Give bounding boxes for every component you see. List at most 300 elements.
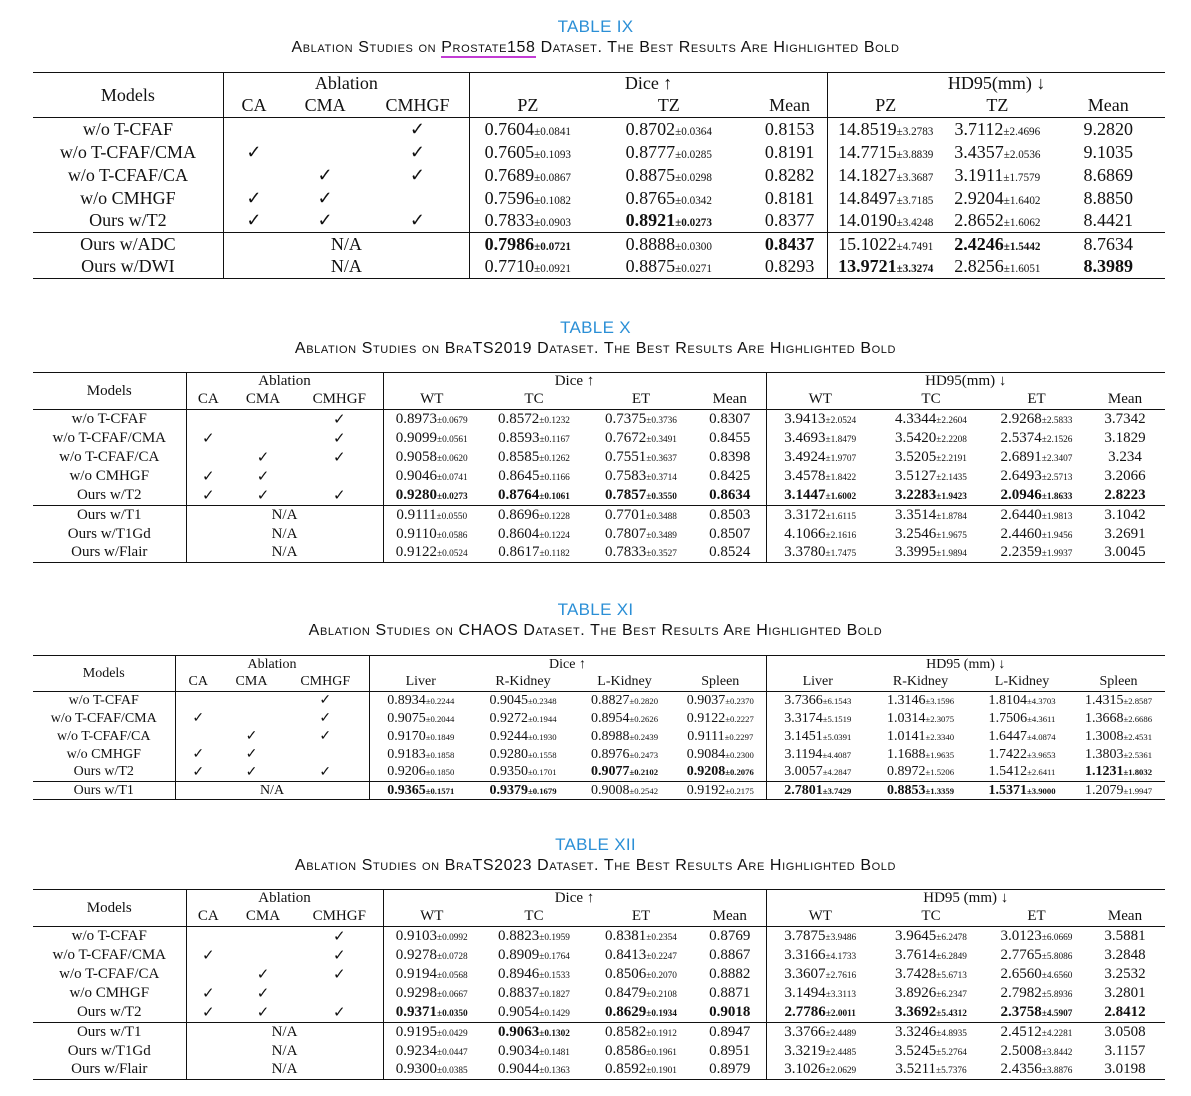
metric-value: 0.9371: [395, 1004, 438, 1020]
models-header: Models: [33, 656, 175, 692]
metric-value: 0.9234: [395, 1042, 438, 1059]
hd95-col-spleen: Spleen: [1072, 674, 1165, 692]
dice-value: [383, 410, 480, 430]
hd95-value: [828, 210, 943, 233]
metric-value: 2.8652: [954, 210, 1004, 231]
model-name: Ours w/T1Gd: [33, 525, 186, 544]
metric-std: ±4.6560: [1041, 971, 1073, 981]
hd95-value: [988, 429, 1085, 448]
metric-value: 2.6891: [1000, 449, 1042, 465]
dice-value: [574, 746, 675, 764]
metric-std: ±0.1858: [425, 749, 455, 760]
metric-std: ±2.2191: [936, 454, 967, 464]
metric-std: ±2.1616: [825, 530, 857, 541]
metric-std: ±0.1849: [425, 731, 455, 742]
cma-check: [221, 692, 282, 710]
metric-value: 2.3758: [1000, 1004, 1042, 1020]
hd95-header: HD95(mm) ↓: [766, 373, 1165, 391]
metric-std: ±0.1533: [539, 971, 570, 981]
metric-value: 3.0508: [1104, 1023, 1146, 1040]
metric-std: ±3.1596: [925, 695, 955, 706]
dice-value: [383, 1042, 480, 1061]
hd95-value: [1085, 1023, 1165, 1042]
hd95-value: [943, 256, 1051, 279]
metric-value: 3.1494: [784, 985, 826, 1001]
hd95-value: [988, 1023, 1085, 1042]
hd95-value: [988, 1061, 1085, 1080]
metric-std: ±0.1061: [539, 492, 570, 502]
dice-col-tc: TC: [480, 391, 588, 410]
dice-value: [383, 927, 480, 947]
dice-value: [383, 448, 480, 467]
dice-value: [586, 118, 752, 141]
dice-value: [752, 141, 828, 164]
dice-value: [480, 410, 588, 430]
table-title: TABLE X: [560, 318, 631, 337]
metric-value: 1.3803: [1084, 746, 1124, 762]
metric-std: ±1.9813: [1041, 511, 1073, 522]
dice-value: [694, 506, 766, 525]
hd95-value: [1052, 210, 1165, 233]
dice-value: [586, 233, 752, 256]
table-row: [33, 710, 1165, 728]
hd95-value: [828, 141, 943, 164]
ca-check: ✓: [186, 486, 230, 506]
dice-col-spleen: Spleen: [675, 674, 766, 692]
metric-std: ±6.2478: [936, 933, 967, 943]
dice-value: [694, 1061, 766, 1080]
metric-std: ±0.0903: [534, 217, 571, 230]
metric-value: 0.9075: [387, 710, 426, 726]
metric-std: ±0.0364: [675, 125, 712, 138]
metric-std: ±0.0921: [534, 263, 571, 276]
dice-value: [469, 118, 585, 141]
metric-std: ±0.2227: [725, 713, 754, 724]
hd95-value: [869, 692, 972, 710]
metric-value: 0.8645: [498, 468, 540, 484]
hd95-value: [874, 525, 988, 544]
dice-value: [480, 525, 588, 544]
metric-value: 0.9063: [498, 1023, 540, 1040]
metric-value: 0.7551: [605, 449, 647, 465]
dice-value: [472, 692, 574, 710]
dice-value: [586, 141, 752, 164]
ablation-col-cma: CMA: [221, 674, 282, 692]
metric-value: 0.8696: [498, 506, 540, 523]
hd95-value: [943, 187, 1051, 210]
dice-header: Dice ↑: [469, 73, 827, 95]
metric-value: 2.5374: [1000, 430, 1042, 446]
dice-value: [472, 764, 574, 782]
metric-value: 0.7672: [605, 430, 647, 446]
dice-value: [694, 965, 766, 984]
metric-std: ±0.2354: [646, 933, 677, 943]
metric-value: 0.8882: [709, 966, 751, 982]
metric-std: ±2.8587: [1123, 695, 1153, 706]
metric-std: ±0.3736: [646, 416, 677, 426]
ca-check: ✓: [201, 469, 215, 485]
hd95-col-l-kidney: L-Kidney: [972, 674, 1072, 692]
dice-value: [588, 927, 694, 947]
metric-value: 0.8954: [590, 710, 630, 726]
metric-std: ±0.0298: [675, 171, 712, 184]
metric-std: ±0.2247: [646, 952, 677, 962]
metric-std: ±0.1262: [539, 454, 570, 464]
metric-std: ±0.0273: [675, 217, 712, 230]
metric-value: 0.9034: [498, 1042, 540, 1059]
metric-std: ±2.6686: [1123, 713, 1153, 724]
hd95-value: [1072, 710, 1165, 728]
metric-std: ±3.2783: [896, 125, 934, 138]
metric-std: ±1.5442: [1003, 240, 1041, 253]
metric-std: ±1.7579: [1003, 171, 1041, 184]
metric-std: ±0.0285: [675, 148, 712, 161]
hd95-value: [874, 1023, 988, 1042]
hd95-value: [766, 927, 874, 947]
model-name: w/o T-CFAF: [33, 118, 223, 141]
table-row: [33, 467, 1165, 486]
cmhgf-check: [282, 746, 369, 764]
metric-value: 14.7715: [838, 141, 897, 162]
metric-value: 0.9110: [396, 525, 437, 542]
dice-value: [752, 164, 828, 187]
dice-value: [383, 1003, 480, 1023]
metric-value: 0.8972: [886, 764, 926, 780]
hd95-value: [766, 544, 874, 563]
metric-value: 0.8769: [709, 928, 751, 944]
metric-value: 3.0045: [1104, 544, 1146, 561]
model-name: Ours w/ADC: [33, 233, 223, 256]
metric-value: 0.9280: [489, 746, 528, 762]
metric-value: 0.9044: [498, 1061, 540, 1078]
metric-value: 0.8837: [498, 985, 540, 1001]
metric-std: ±4.8935: [936, 1028, 967, 1039]
metric-std: ±0.2297: [724, 731, 754, 742]
table-caption: Ablation Studies on CHAOS Dataset. The Best Results Are Highlighted Bold: [308, 622, 883, 639]
ablation-col-cmhgf: CMHGF: [296, 391, 383, 410]
dice-value: [588, 544, 694, 563]
ca-check: [175, 692, 221, 710]
hd95-value: [766, 710, 869, 728]
dice-value: [383, 429, 480, 448]
table-title: TABLE XI: [557, 600, 634, 619]
hd95-value: [766, 746, 869, 764]
ca-check: ✓: [186, 1003, 230, 1023]
hd95-value: [874, 467, 988, 486]
metric-std: ±4.4087: [822, 749, 852, 760]
cmhgf-check: ✓: [296, 965, 383, 984]
metric-value: 0.8582: [605, 1023, 647, 1040]
ca-check: ✓: [223, 210, 284, 233]
table-row: [33, 410, 1165, 430]
metric-value: 0.8988: [590, 728, 630, 744]
model-name: Ours w/T2: [33, 210, 223, 233]
metric-value: 3.1451: [784, 728, 823, 744]
metric-value: 2.8412: [1104, 1004, 1146, 1020]
metric-std: ±0.3550: [646, 492, 677, 502]
metric-value: 0.8934: [387, 692, 426, 708]
dice-value: [469, 164, 585, 187]
metric-value: 2.7765: [1000, 947, 1042, 963]
dice-col-wt: WT: [383, 908, 480, 927]
metric-std: ±0.1934: [646, 1009, 677, 1019]
hd95-col-tc: TC: [874, 391, 988, 410]
metric-std: ±0.1944: [527, 713, 557, 724]
metric-value: 0.8875: [625, 256, 676, 277]
metric-std: ±0.1679: [527, 785, 557, 796]
metric-value: 3.0123: [1000, 928, 1042, 944]
metric-std: ±1.9937: [1041, 549, 1073, 560]
metric-std: ±2.2604: [936, 416, 967, 426]
metric-value: 0.7833: [484, 210, 535, 231]
cma-check: ✓: [256, 967, 270, 983]
metric-value: 2.4512: [1000, 1023, 1042, 1040]
ca-check: [223, 118, 284, 141]
metric-value: 3.1447: [784, 487, 826, 503]
metric-std: ±1.5206: [925, 767, 955, 778]
hd95-value: [1052, 164, 1165, 187]
metric-std: ±2.4485: [825, 1047, 857, 1058]
dice-value: [675, 710, 766, 728]
hd95-value: [874, 544, 988, 563]
metric-std: ±5.2764: [936, 1047, 967, 1058]
metric-value: 1.8104: [988, 692, 1027, 708]
metric-std: ±1.8784: [936, 511, 967, 522]
model-name: Ours w/T1: [33, 506, 186, 525]
hd95-value: [988, 486, 1085, 506]
metric-std: ±0.2348: [527, 695, 557, 706]
metric-value: 0.8293: [764, 256, 815, 277]
model-name: Ours w/DWI: [33, 256, 223, 279]
metric-value: 0.8381: [605, 928, 647, 944]
metric-value: 0.7604: [484, 118, 535, 139]
metric-std: ±0.3488: [646, 511, 677, 522]
metric-std: ±2.0536: [1003, 148, 1041, 161]
table-row: [33, 486, 1165, 506]
dice-value: [383, 467, 480, 486]
models-header: Models: [33, 73, 223, 118]
cma-check: ✓: [245, 729, 258, 744]
metric-std: ±0.0728: [437, 952, 468, 962]
dice-value: [694, 448, 766, 467]
hd95-value: [766, 1042, 874, 1061]
metric-value: 3.9413: [784, 411, 826, 427]
metric-std: ±0.1481: [539, 1047, 570, 1058]
hd95-col-r-kidney: R-Kidney: [869, 674, 972, 692]
cmhgf-check: ✓: [296, 448, 383, 467]
metric-value: 3.8926: [895, 985, 937, 1001]
metric-std: ±2.4489: [825, 1028, 857, 1039]
cmhgf-check: [296, 984, 383, 1003]
table-row: [33, 210, 1165, 233]
table-row: [33, 984, 1165, 1003]
metric-value: 1.4315: [1084, 692, 1124, 708]
dice-value: [469, 210, 585, 233]
table-x: [33, 372, 1165, 563]
dice-col-pz: PZ: [469, 95, 585, 118]
model-name: w/o T-CFAF/CMA: [33, 429, 186, 448]
hd95-value: [766, 946, 874, 965]
dice-value: [588, 1042, 694, 1061]
metric-value: 2.7801: [784, 782, 823, 798]
hd95-col-et: ET: [988, 391, 1085, 410]
hd95-value: [943, 210, 1051, 233]
dice-value: [383, 1023, 480, 1042]
metric-value: 4.1066: [784, 525, 826, 542]
metric-value: 0.9111: [687, 728, 725, 744]
dice-header: Dice ↑: [383, 373, 766, 391]
metric-value: 3.2691: [1104, 525, 1146, 542]
hd95-value: [766, 410, 874, 430]
table-row: [33, 1023, 1165, 1042]
metric-std: ±1.6002: [825, 492, 857, 502]
ablation-col-ca: CA: [186, 908, 230, 927]
metric-value: 0.8282: [764, 164, 815, 185]
table-row: [33, 233, 1165, 256]
dice-header: Dice ↑: [383, 890, 766, 908]
metric-value: 0.8506: [605, 966, 647, 982]
metric-std: ±5.0391: [822, 731, 852, 742]
dice-value: [480, 1003, 588, 1023]
hd95-value: [828, 118, 943, 141]
metric-std: ±0.2175: [725, 785, 754, 796]
dice-value: [694, 927, 766, 947]
metric-std: ±1.9707: [825, 454, 857, 464]
metric-value: 3.5420: [895, 430, 937, 446]
metric-value: 2.4356: [1000, 1061, 1042, 1078]
cmhgf-check: ✓: [282, 728, 369, 746]
hd95-value: [766, 1003, 874, 1023]
metric-std: ±0.0271: [675, 263, 712, 276]
hd95-value: [766, 984, 874, 1003]
metric-std: ±5.4312: [936, 1009, 967, 1019]
cma-check: [284, 141, 366, 164]
metric-std: ±0.3489: [646, 530, 677, 541]
metric-value: 0.8593: [498, 430, 540, 446]
hd95-value: [1072, 764, 1165, 782]
metric-std: ±0.1228: [539, 511, 570, 522]
hd95-value: [869, 782, 972, 800]
metric-value: 0.8947: [709, 1023, 751, 1040]
cma-check: ✓: [317, 187, 333, 208]
table-row: [33, 965, 1165, 984]
dice-value: [383, 544, 480, 563]
metric-std: ±1.7475: [825, 549, 857, 560]
metric-value: 3.3246: [895, 1023, 937, 1040]
hd95-value: [874, 984, 988, 1003]
ca-check: [186, 965, 230, 984]
metric-value: 1.7422: [988, 746, 1027, 762]
metric-value: 0.8592: [605, 1061, 647, 1078]
hd95-col-tc: TC: [874, 908, 988, 927]
dice-value: [588, 965, 694, 984]
cma-check: ✓: [245, 747, 258, 762]
ablation-na: N/A: [186, 1061, 383, 1080]
metric-value: 13.9721: [838, 256, 897, 277]
hd95-value: [988, 448, 1085, 467]
metric-std: ±0.1429: [539, 1009, 570, 1019]
metric-std: ±0.3491: [646, 435, 677, 445]
metric-std: ±0.0524: [437, 549, 468, 560]
ablation-na: N/A: [186, 1023, 383, 1042]
metric-value: 0.8951: [709, 1042, 751, 1059]
metric-value: 2.0946: [1000, 487, 1042, 503]
dice-value: [574, 710, 675, 728]
dice-value: [369, 782, 472, 800]
ca-check: [186, 410, 230, 430]
ablation-na: N/A: [175, 782, 369, 800]
metric-value: 8.3989: [1083, 256, 1134, 277]
metric-value: 0.9278: [395, 947, 438, 963]
metric-std: ±0.0300: [675, 240, 712, 253]
metric-std: ±0.1302: [539, 1028, 570, 1039]
dice-value: [383, 486, 480, 506]
hd95-value: [1072, 728, 1165, 746]
dice-value: [588, 1003, 694, 1023]
metric-std: ±5.6713: [936, 971, 967, 981]
dice-value: [752, 118, 828, 141]
model-name: w/o T-CFAF/CMA: [33, 710, 175, 728]
cmhgf-check: [296, 467, 383, 486]
metric-value: 0.9037: [686, 692, 726, 708]
metric-std: ±0.2102: [629, 767, 659, 778]
metric-value: 0.8503: [709, 506, 751, 523]
model-name: Ours w/T1Gd: [33, 1042, 186, 1061]
dice-col-liver: Liver: [369, 674, 472, 692]
metric-std: ±0.3714: [646, 473, 677, 483]
hd95-value: [988, 467, 1085, 486]
metric-std: ±0.0550: [436, 511, 468, 522]
cma-check: [230, 946, 296, 965]
metric-std: ±1.8479: [825, 435, 857, 445]
metric-std: ±4.2281: [1041, 1028, 1073, 1039]
metric-value: 0.9018: [709, 1004, 751, 1020]
ablation-header: Ablation: [186, 373, 383, 391]
dice-value: [469, 256, 585, 279]
table-caption: Ablation Studies on BraTS2023 Dataset. The Best Results Are Highlighted Bold: [294, 857, 897, 874]
dice-value: [694, 946, 766, 965]
metric-value: 1.3008: [1084, 728, 1124, 744]
metric-value: 9.1035: [1083, 141, 1134, 162]
table-title: TABLE IX: [557, 17, 634, 36]
table-row: [33, 256, 1165, 279]
model-name: w/o T-CFAF: [33, 692, 175, 710]
hd95-value: [1072, 692, 1165, 710]
cmhgf-check: ✓: [296, 410, 383, 430]
dice-value: [383, 525, 480, 544]
cmhgf-check: ✓: [296, 486, 383, 506]
model-name: w/o CMHGF: [33, 746, 175, 764]
metric-value: 0.9046: [395, 468, 438, 484]
metric-value: 0.8307: [709, 411, 751, 427]
hd95-value: [828, 187, 943, 210]
metric-std: ±3.8876: [1041, 1066, 1073, 1077]
metric-value: 0.8765: [625, 187, 676, 208]
hd95-value: [874, 946, 988, 965]
hd95-value: [943, 141, 1051, 164]
metric-std: ±5.8936: [1041, 990, 1073, 1000]
hd95-value: [766, 692, 869, 710]
metric-std: ±2.7616: [825, 971, 857, 981]
dice-value: [694, 544, 766, 563]
dice-value: [469, 141, 585, 164]
metric-std: ±2.5361: [1123, 749, 1153, 760]
dice-value: [675, 782, 766, 800]
metric-std: ±0.2300: [725, 749, 754, 760]
metric-value: 2.8256: [954, 256, 1004, 277]
table-row: [33, 118, 1165, 141]
metric-value: 3.4693: [784, 430, 826, 446]
